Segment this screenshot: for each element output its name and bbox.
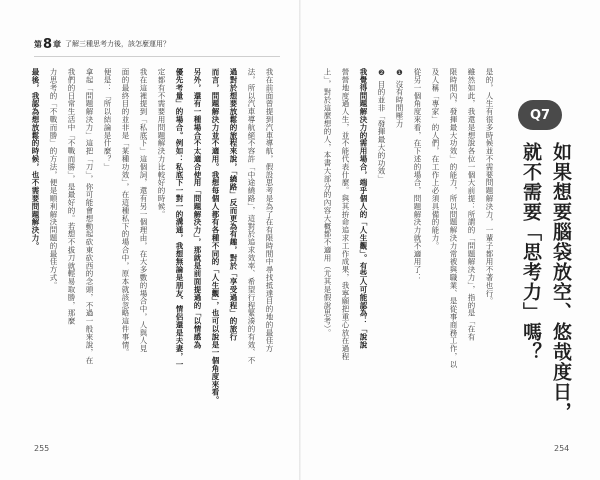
chapter-number: 8	[43, 36, 53, 52]
running-header	[34, 36, 170, 52]
header-divider	[34, 56, 280, 57]
text-column: 面的最終目的並非是「某種功效」，在這種私下的場合中，原本就該忽略這件事情。	[121, 68, 130, 357]
question-badge: Q7	[518, 100, 562, 130]
text-column: 上」，對於這麼想的人，本書大部分的內容大概都不適用（尤其是假說思考）。	[323, 68, 332, 337]
text-column: 從另一個角度來看，在下述的場合，問題解決力就不適用了：	[413, 68, 422, 282]
question-title-line: 就不需要「思考力」嗎？	[520, 142, 542, 362]
text-column: 拿起「問題解決力」這把「刀」，你可能會想動起砍東砍西的念頭，不過一般來說，在	[85, 68, 94, 365]
page-number-left: 255	[34, 444, 50, 453]
chapter-prefix: 第	[34, 39, 42, 49]
chapter-title: 了解三種思考力後，該怎麼運用？	[65, 40, 171, 48]
left-page-body	[30, 68, 282, 418]
text-column: 我們的日常生活中「不戰而勝」，是最好的。若想不拔刀就輕易取勝，那麼	[67, 68, 76, 325]
text-column: 我在這裡提到「私底下」這個詞，還有另一個理由，在大多數的場合中，人與人見	[139, 68, 148, 353]
text-column: 限時間內，發揮最大功效」的能力，所以問題解決力常被與職業、是從事商務工作，以	[449, 68, 458, 369]
text-column: 另外，還有一種場合不太適合使用「問題解決力」，那就是前面提過的「以情感為	[193, 68, 202, 349]
text-column: ❷ 目的並非「發揮最大的功效」	[377, 68, 386, 183]
page-gutter	[299, 0, 301, 480]
question-title	[508, 142, 578, 422]
text-column: 便是：「所以結論是什麼？」	[103, 68, 112, 171]
text-column: 及人稱「專家」的人們，在工作上必須具備的能力。	[431, 68, 440, 250]
page-number-right: 254	[554, 444, 570, 453]
text-column: 優先考量」的場合。例如：私底下一對一的溝通，我想無論是朋友、情侶還是夫妻，一	[175, 68, 184, 369]
text-column: 是的，人生有很多時候並不需要問題解決力，一輩子都用不著也行。	[485, 68, 494, 305]
text-column: ❶ 沒有時間壓力	[395, 68, 404, 128]
text-column: 力思考的「不戰而勝」的方法，便是順利解決問題的最佳方式。	[49, 68, 58, 290]
text-column: 過對於想要放鬆的旅程來說，「繞路」反而更為有趣，對於「享受過程」的旅行	[229, 68, 238, 341]
chapter-suffix: 章	[53, 39, 62, 49]
text-column: 最後，我認為想放鬆的時候，也不需要問題解決力。	[31, 68, 40, 250]
text-column: 法，所以汽車導航絕不容許「中途繞路」，這對於追求效率、希望行程緊湊的有效、不	[247, 68, 256, 365]
text-column: 我在前面曾提到汽車導航，假設思考是為了在有限時間中尋找抵達目的地的最佳方	[265, 68, 274, 353]
right-page-body	[318, 68, 502, 418]
text-column: 雖然如此，我還是想說各位一個大前提：所謂的「問題解決力」，指的是「在有	[467, 68, 476, 341]
text-column: 營營地度過人生，並不能代表什麼。與其拚命追求工作成果，我寧願把重心放在過程	[341, 68, 350, 361]
question-title-line: 如果想要腦袋放空、悠哉度日，	[550, 142, 572, 422]
text-column: 而言，問題解決力並不適用。我想每個人都有各種不同的「人生觀」，也可以說是一個角度來看。	[211, 68, 220, 404]
text-column: 定都有不需要用問題解決力比較好的時候。	[157, 68, 166, 219]
text-column: 我覺得問題解決力的需用場合，端乎個人的「人生觀」。有些人可能認為：「說說	[359, 68, 368, 349]
